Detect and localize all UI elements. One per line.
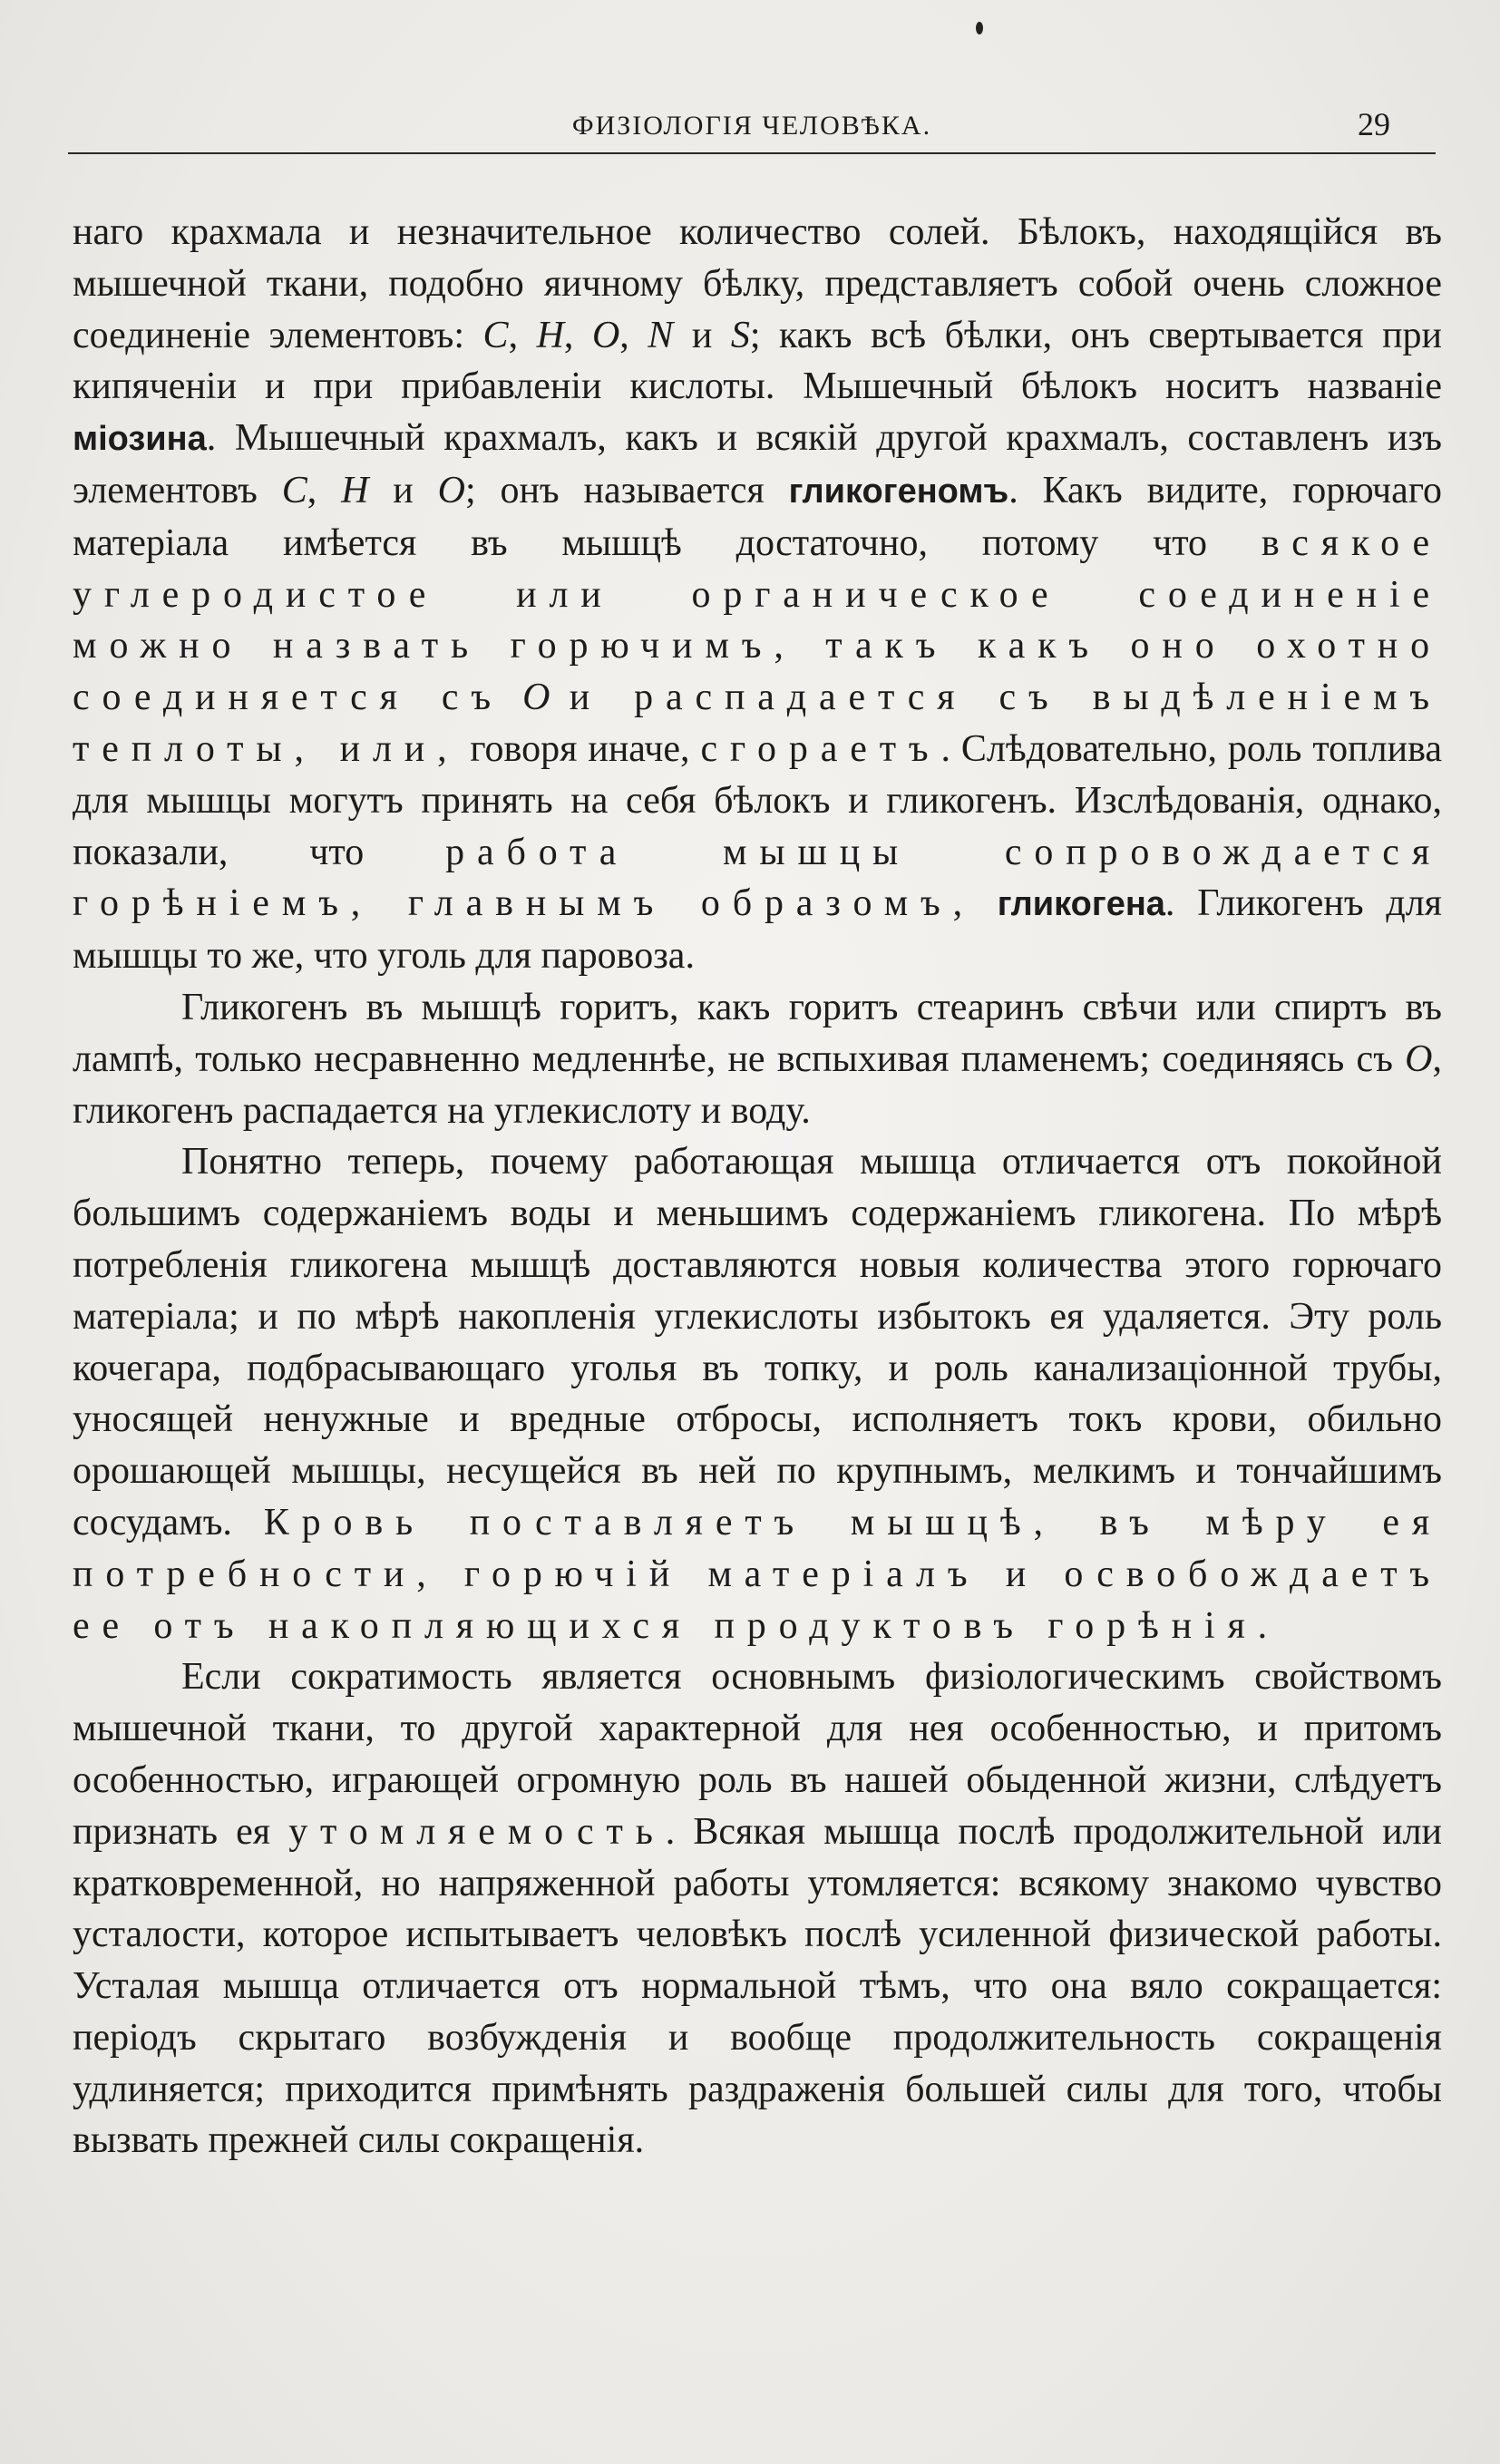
text-run: , xyxy=(307,469,342,511)
chemical-symbol: N xyxy=(648,314,674,356)
text-run: ; какъ всѣ бѣлки, онъ свертывается при кипяченіи и при прибавленіи кислоты. Мышечный бѣлокъ носитъ названіе xyxy=(73,314,1443,408)
chemical-symbol: O xyxy=(437,469,465,511)
paragraph xyxy=(73,207,1442,982)
text-run: и xyxy=(368,469,438,511)
body-text xyxy=(73,207,1442,2167)
chemical-symbol: H xyxy=(341,469,369,511)
paragraph xyxy=(73,982,1442,1136)
paragraph xyxy=(73,1651,1442,2167)
spaced-emphasis: всякое углеродистое или органическое соединеніе можно назвать горючимъ, такъ какъ оно охотно соединяется съ xyxy=(73,521,1442,719)
bold-term: гликогена xyxy=(997,885,1165,924)
chemical-symbol: C xyxy=(281,469,307,511)
chemical-symbol: O xyxy=(522,677,550,719)
text-run: . Мышечный крахмалъ, какъ и всякій другой крахмалъ, составленъ изъ элементовъ xyxy=(73,417,1442,511)
text-run: , xyxy=(508,314,537,356)
text-run: , гликогенъ распадается на углекислоту и воду. xyxy=(73,1037,1442,1132)
page-number: 29 xyxy=(1358,106,1390,142)
text-run: . Какъ видите, горючаго матеріала имѣется въ мышцѣ достаточно, потому что xyxy=(73,469,1443,564)
text-run: Если сократимость является основнымъ физіологическимъ свойствомъ мышечной ткани, то другой характерной для нея особенностью, и притомъ особенностью, играющей огромную роль въ нашей обыденной жизни, слѣдуетъ признать ея xyxy=(73,1656,1442,1853)
spaced-emphasis: работа мышцы сопровождается горѣніемъ, главнымъ образомъ, xyxy=(73,831,1442,925)
text-run xyxy=(975,882,998,924)
text-run: , xyxy=(563,314,592,356)
text-run: говоря иначе, xyxy=(459,727,701,770)
text-run: Гликогенъ въ мышцѣ горитъ, какъ горитъ стеаринъ свѣчи или спиртъ въ лампѣ, только несравненно медленнѣе, не вспыхивая пламенемъ; соединяясь съ xyxy=(73,986,1442,1080)
running-title: ФИЗІОЛОГІЯ ЧЕЛОВѢКА. xyxy=(571,111,932,141)
spaced-emphasis: сгораетъ xyxy=(700,727,941,770)
chemical-symbol: O xyxy=(591,314,620,356)
bold-term: міозина xyxy=(73,420,207,459)
text-run: и xyxy=(673,314,731,356)
spaced-emphasis: Кровь поставляетъ мышцѣ, въ мѣру ея потребности, горючій матеріалъ и освобождаетъ ее отъ накопляющихся продуктовъ горѣнія. xyxy=(73,1501,1442,1647)
chemical-symbol: O xyxy=(1405,1037,1433,1080)
text-run: . Слѣдовательно, роль топлива для мышцы могутъ принять на себя бѣлокъ и гликогенъ. Изслѣдованія, однако, показали, что xyxy=(73,727,1442,873)
spaced-emphasis: и распадается съ выдѣленіемъ теплоты, или, xyxy=(73,677,1442,770)
spaced-emphasis: утомляемость xyxy=(288,1810,666,1853)
text-run xyxy=(503,677,522,718)
paragraph xyxy=(73,1136,1442,1651)
chemical-symbol: C xyxy=(482,314,509,356)
text-run: наго крахмала и незначительное количество солей. Бѣлокъ, находящійся въ мышечной ткани, подобно яичному бѣлку, представляетъ собой очень сложное соединеніе элементовъ: xyxy=(73,211,1442,356)
chemical-symbol: S xyxy=(730,314,750,356)
text-run: , xyxy=(619,314,648,356)
bold-term: гликогеномъ xyxy=(788,472,1009,511)
text-run: Понятно теперь, почему работающая мышца отличается отъ покойной большимъ содержаніемъ воды и меньшимъ содержаніемъ гликогена. По мѣрѣ потребленія гликогена мышцѣ доставляются новыя количества этого горючаго матеріала; и по мѣрѣ накопленія углекислоты избытокъ ея удаляется. Эту роль кочегара, подбрасывающаго уголья въ топку, и роль канализаціонной трубы, уносящей ненужные и вредные отбросы, исполняетъ токъ крови, обильно орошающей мышцы, несущейся въ ней по крупнымъ, мелкимъ и тончайшимъ сосудамъ. xyxy=(73,1141,1442,1544)
text-run: . Гликогенъ для мышцы то же, что уголь для паровоза. xyxy=(73,882,1442,978)
page-header xyxy=(68,98,1436,154)
chemical-symbol: H xyxy=(536,314,564,356)
ink-smudge xyxy=(976,22,983,34)
text-run: ; онъ называется xyxy=(464,469,789,511)
text-run: . Всякая мышца послѣ продолжительной или кратковременной, но напряженной работы утомляется: всякому знакомо чувство усталости, которое испытываетъ человѣкъ послѣ усиленной физической работы. Усталая мышца отличается отъ нормальной тѣмъ, что она вяло сокращается: періодъ скрытаго возбужденія и вообще продолжительность сокращенія удлиняется; приходится примѣнять раздраженія большей силы для того, чтобы вызвать прежней силы сокращенія. xyxy=(73,1810,1443,2162)
text-run xyxy=(550,677,570,718)
